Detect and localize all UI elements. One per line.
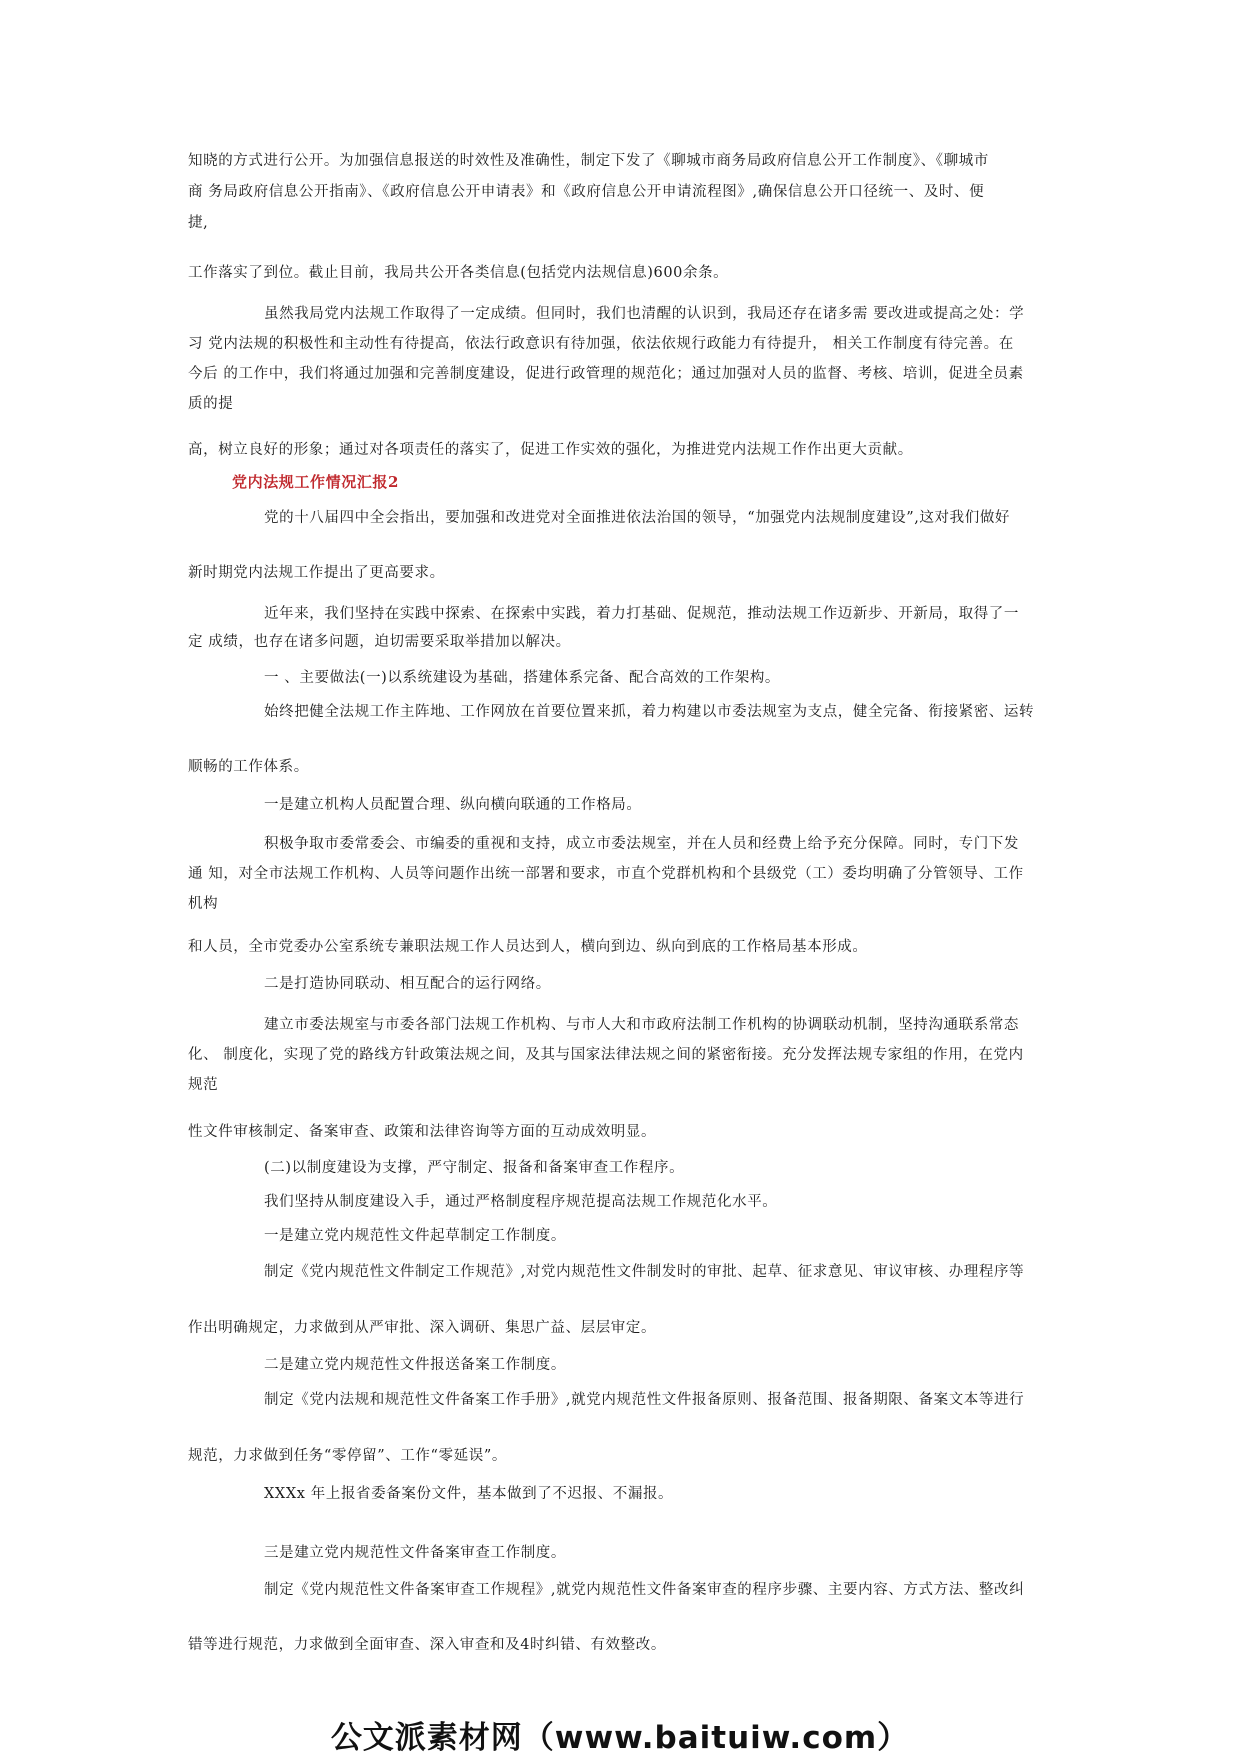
paragraph-line: 定 成绩，也存在诸多问题，迫切需要采取举措加以解决。 (188, 634, 571, 650)
paragraph-line: 知晓的方式进行公开。为加强信息报送的时效性及准确性，制定下发了《聊城市商务局政府信息公开工作制度》、《聊城市 (188, 153, 989, 169)
paragraph-line: 顺畅的工作体系。 (188, 759, 309, 775)
paragraph-line: 虽然我局党内法规工作取得了一定成绩。但同时，我们也清醒的认识到，我局还存在诸多需 要改进或提高之处：学 (264, 306, 1025, 322)
paragraph-line: 二是建立党内规范性文件报送备案工作制度。 (264, 1357, 566, 1373)
paragraph-line: 质的提 (188, 396, 234, 412)
paragraph-line: XXXx 年上报省委备案份文件，基本做到了不迟报、不漏报。 (264, 1486, 674, 1502)
paragraph-line: 党的十八届四中全会指出，要加强和改进党对全面推进依法治国的领导，“加强党内法规制度建设”,这对我们做好 (264, 510, 1011, 526)
paragraph-line: 捷, (188, 215, 209, 231)
paragraph-line: 规范 (188, 1077, 219, 1093)
paragraph-line: 错等进行规范，力求做到全面审查、深入审查和及4时纠错、有效整改。 (188, 1637, 666, 1653)
paragraph-line: 新时期党内法规工作提出了更高要求。 (188, 565, 445, 581)
section-heading: 党内法规工作情况汇报2 (232, 473, 400, 491)
paragraph-line: 机构 (188, 896, 219, 912)
paragraph-line: 一 、主要做法(一)以系统建设为基础，搭建体系完备、配合高效的工作架构。 (264, 670, 781, 686)
paragraph-line: 和人员，全市党委办公室系统专兼职法规工作人员达到人，横向到边、纵向到底的工作格局基本形成。 (188, 939, 868, 955)
paragraph-line: 近年来，我们坚持在实践中探索、在探索中实践，着力打基础、促规范，推动法规工作迈新步、开新局，取得了一 (264, 606, 1019, 622)
paragraph-line: 性文件审核制定、备案审查、政策和法律咨询等方面的互动成效明显。 (188, 1124, 657, 1140)
paragraph-line: 三是建立党内规范性文件备案审查工作制度。 (264, 1545, 566, 1561)
paragraph-line: 作出明确规定，力求做到从严审批、深入调研、集思广益、层层审定。 (188, 1320, 657, 1336)
paragraph-line: 高，树立良好的形象；通过对各项责任的落实了，促进工作实效的强化，为推进党内法规工作作出更大贡献。 (188, 442, 913, 458)
paragraph-line: 化、 制度化，实现了党的路线方针政策法规之间，及其与国家法律法规之间的紧密衔接。充分发挥法规专家组的作用，在党内 (188, 1047, 1024, 1063)
paragraph-line: 我们坚持从制度建设入手，通过严格制度程序规范提高法规工作规范化水平。 (264, 1194, 778, 1210)
paragraph-line: (二)以制度建设为支撑，严守制定、报备和备案审查工作程序。 (264, 1160, 685, 1176)
paragraph-line: 今后 的工作中，我们将通过加强和完善制度建设，促进行政管理的规范化；通过加强对人员的监督、考核、培训，促进全员素 (188, 366, 1024, 382)
paragraph-line: 规范，力求做到任务“零停留”、工作“零延误”。 (188, 1448, 507, 1464)
paragraph-line: 一是建立机构人员配置合理、纵向横向联通的工作格局。 (264, 797, 642, 813)
paragraph-line: 习 党内法规的积极性和主动性有待提高，依法行政意识有待加强，依法依规行政能力有待提升， 相关工作制度有待完善。在 (188, 336, 1014, 352)
paragraph-line: 建立市委法规室与市委各部门法规工作机构、与市人大和市政府法制工作机构的协调联动机制，坚持沟通联系常态 (264, 1017, 1019, 1033)
paragraph-line: 制定《党内规范性文件备案审查工作规程》,就党内规范性文件备案审查的程序步骤、主要内容、方式方法、整改纠 (264, 1582, 1025, 1598)
paragraph-line: 积极争取市委常委会、市编委的重视和支持，成立市委法规室，并在人员和经费上给予充分保障。同时，专门下发 (264, 836, 1019, 852)
paragraph-line: 通 知，对全市法规工作机构、人员等问题作出统一部署和要求，市直个党群机构和个县级党（工）委均明确了分管领导、工作 (188, 866, 1024, 882)
paragraph-line: 工作落实了到位。截止目前，我局共公开各类信息(包括党内法规信息)600余条。 (188, 265, 729, 281)
paragraph-line: 制定《党内规范性文件制定工作规范》,对党内规范性文件制发时的审批、起草、征求意见、审议审核、办理程序等 (264, 1264, 1025, 1280)
paragraph-line: 二是打造协同联动、相互配合的运行网络。 (264, 976, 551, 992)
paragraph-line: 始终把健全法规工作主阵地、工作网放在首要位置来抓，着力构建以市委法规室为支点，健全完备、衔接紧密、运转 (264, 704, 1035, 720)
footer-watermark: 公文派素材网（www.baituiw.com） (330, 1720, 910, 1756)
paragraph-line: 制定《党内法规和规范性文件备案工作手册》,就党内规范性文件报备原则、报备范围、报备期限、备案文本等进行 (264, 1392, 1025, 1408)
paragraph-line: 商 务局政府信息公开指南》、《政府信息公开申请表》和《政府信息公开申请流程图》,确保信息公开口径统一、及时、便 (188, 184, 985, 200)
paragraph-line: 一是建立党内规范性文件起草制定工作制度。 (264, 1228, 566, 1244)
